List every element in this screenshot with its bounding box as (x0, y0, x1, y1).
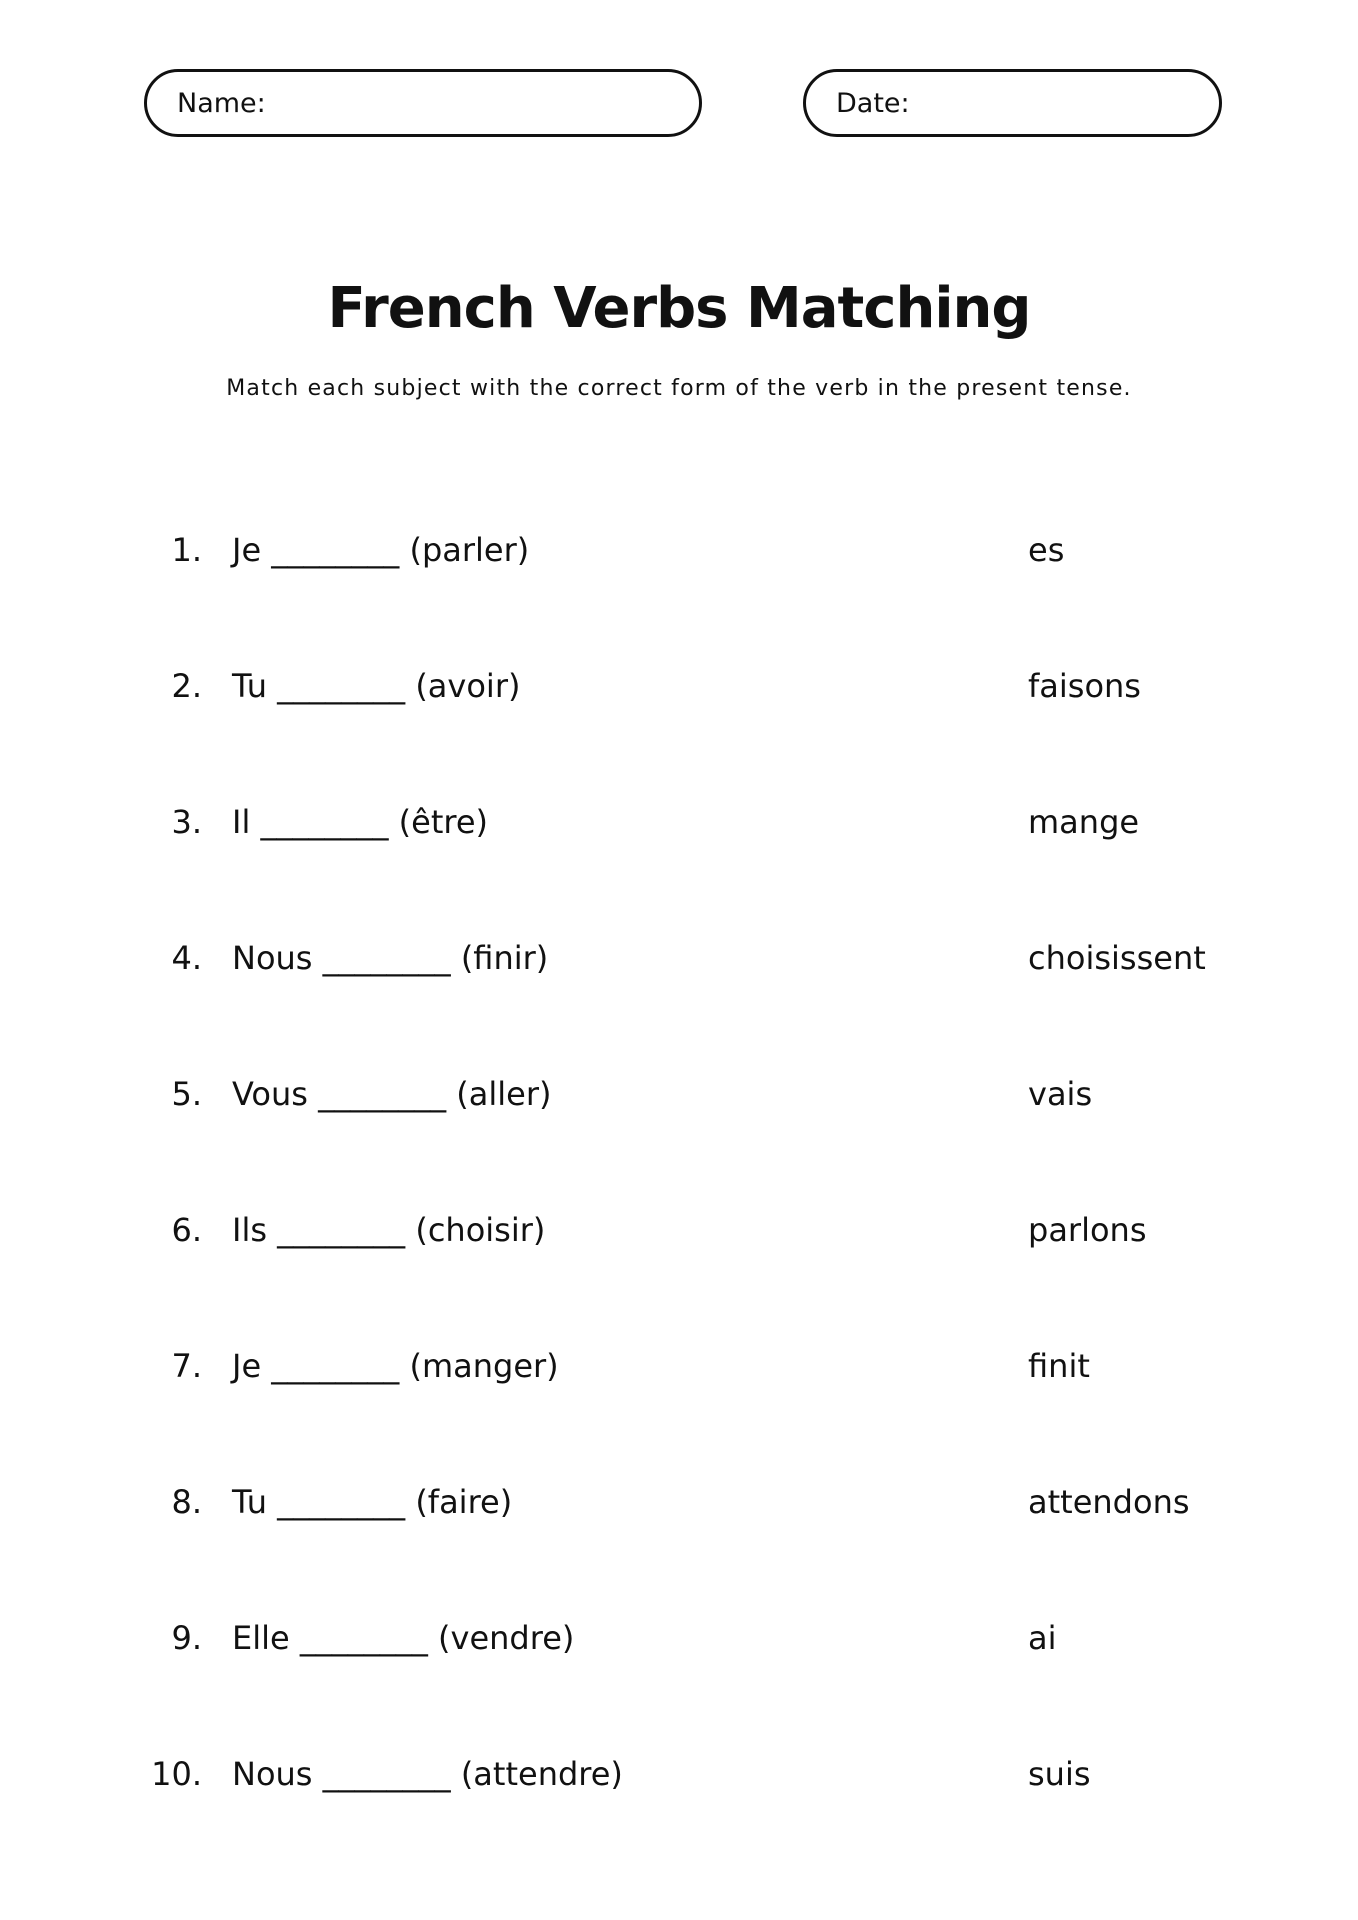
answer-option: ai (1028, 1619, 1057, 1657)
question-number: 9. (171, 1619, 202, 1657)
question-row (0, 1069, 1358, 1119)
answer-option: es (1028, 531, 1065, 569)
answer-option: finit (1028, 1347, 1090, 1385)
question-prompt: Je ________ (manger) (232, 1347, 559, 1385)
question-row (0, 1613, 1358, 1663)
worksheet-title: French Verbs Matching (327, 276, 1031, 341)
question-row (0, 1477, 1358, 1527)
date-label: Date: (836, 87, 910, 119)
question-number: 4. (171, 939, 202, 977)
question-row (0, 1341, 1358, 1391)
question-number: 8. (171, 1483, 202, 1521)
question-prompt: Elle ________ (vendre) (232, 1619, 575, 1657)
question-prompt: Tu ________ (avoir) (232, 667, 521, 705)
question-row (0, 933, 1358, 983)
question-number: 3. (171, 803, 202, 841)
question-row (0, 525, 1358, 575)
question-prompt: Nous ________ (attendre) (232, 1755, 623, 1793)
question-prompt: Tu ________ (faire) (232, 1483, 513, 1521)
question-number: 10. (151, 1755, 202, 1793)
answer-option: parlons (1028, 1211, 1147, 1249)
question-number: 6. (171, 1211, 202, 1249)
question-number: 5. (171, 1075, 202, 1113)
question-number: 7. (171, 1347, 202, 1385)
question-row (0, 1205, 1358, 1255)
question-prompt: Nous ________ (finir) (232, 939, 549, 977)
instructions: Match each subject with the correct form of the verb in the present tense. (226, 376, 1132, 401)
name-label: Name: (177, 87, 266, 119)
answer-option: faisons (1028, 667, 1141, 705)
question-prompt: Vous ________ (aller) (232, 1075, 552, 1113)
answer-option: attendons (1028, 1483, 1190, 1521)
question-prompt: Ils ________ (choisir) (232, 1211, 546, 1249)
question-number: 1. (171, 531, 202, 569)
answer-option: vais (1028, 1075, 1093, 1113)
answer-option: choisissent (1028, 939, 1206, 977)
answer-option: suis (1028, 1755, 1091, 1793)
question-number: 2. (171, 667, 202, 705)
question-prompt: Je ________ (parler) (232, 531, 530, 569)
question-row (0, 1749, 1358, 1799)
question-prompt: Il ________ (être) (232, 803, 489, 841)
answer-option: mange (1028, 803, 1140, 841)
question-row (0, 797, 1358, 847)
question-row (0, 661, 1358, 711)
